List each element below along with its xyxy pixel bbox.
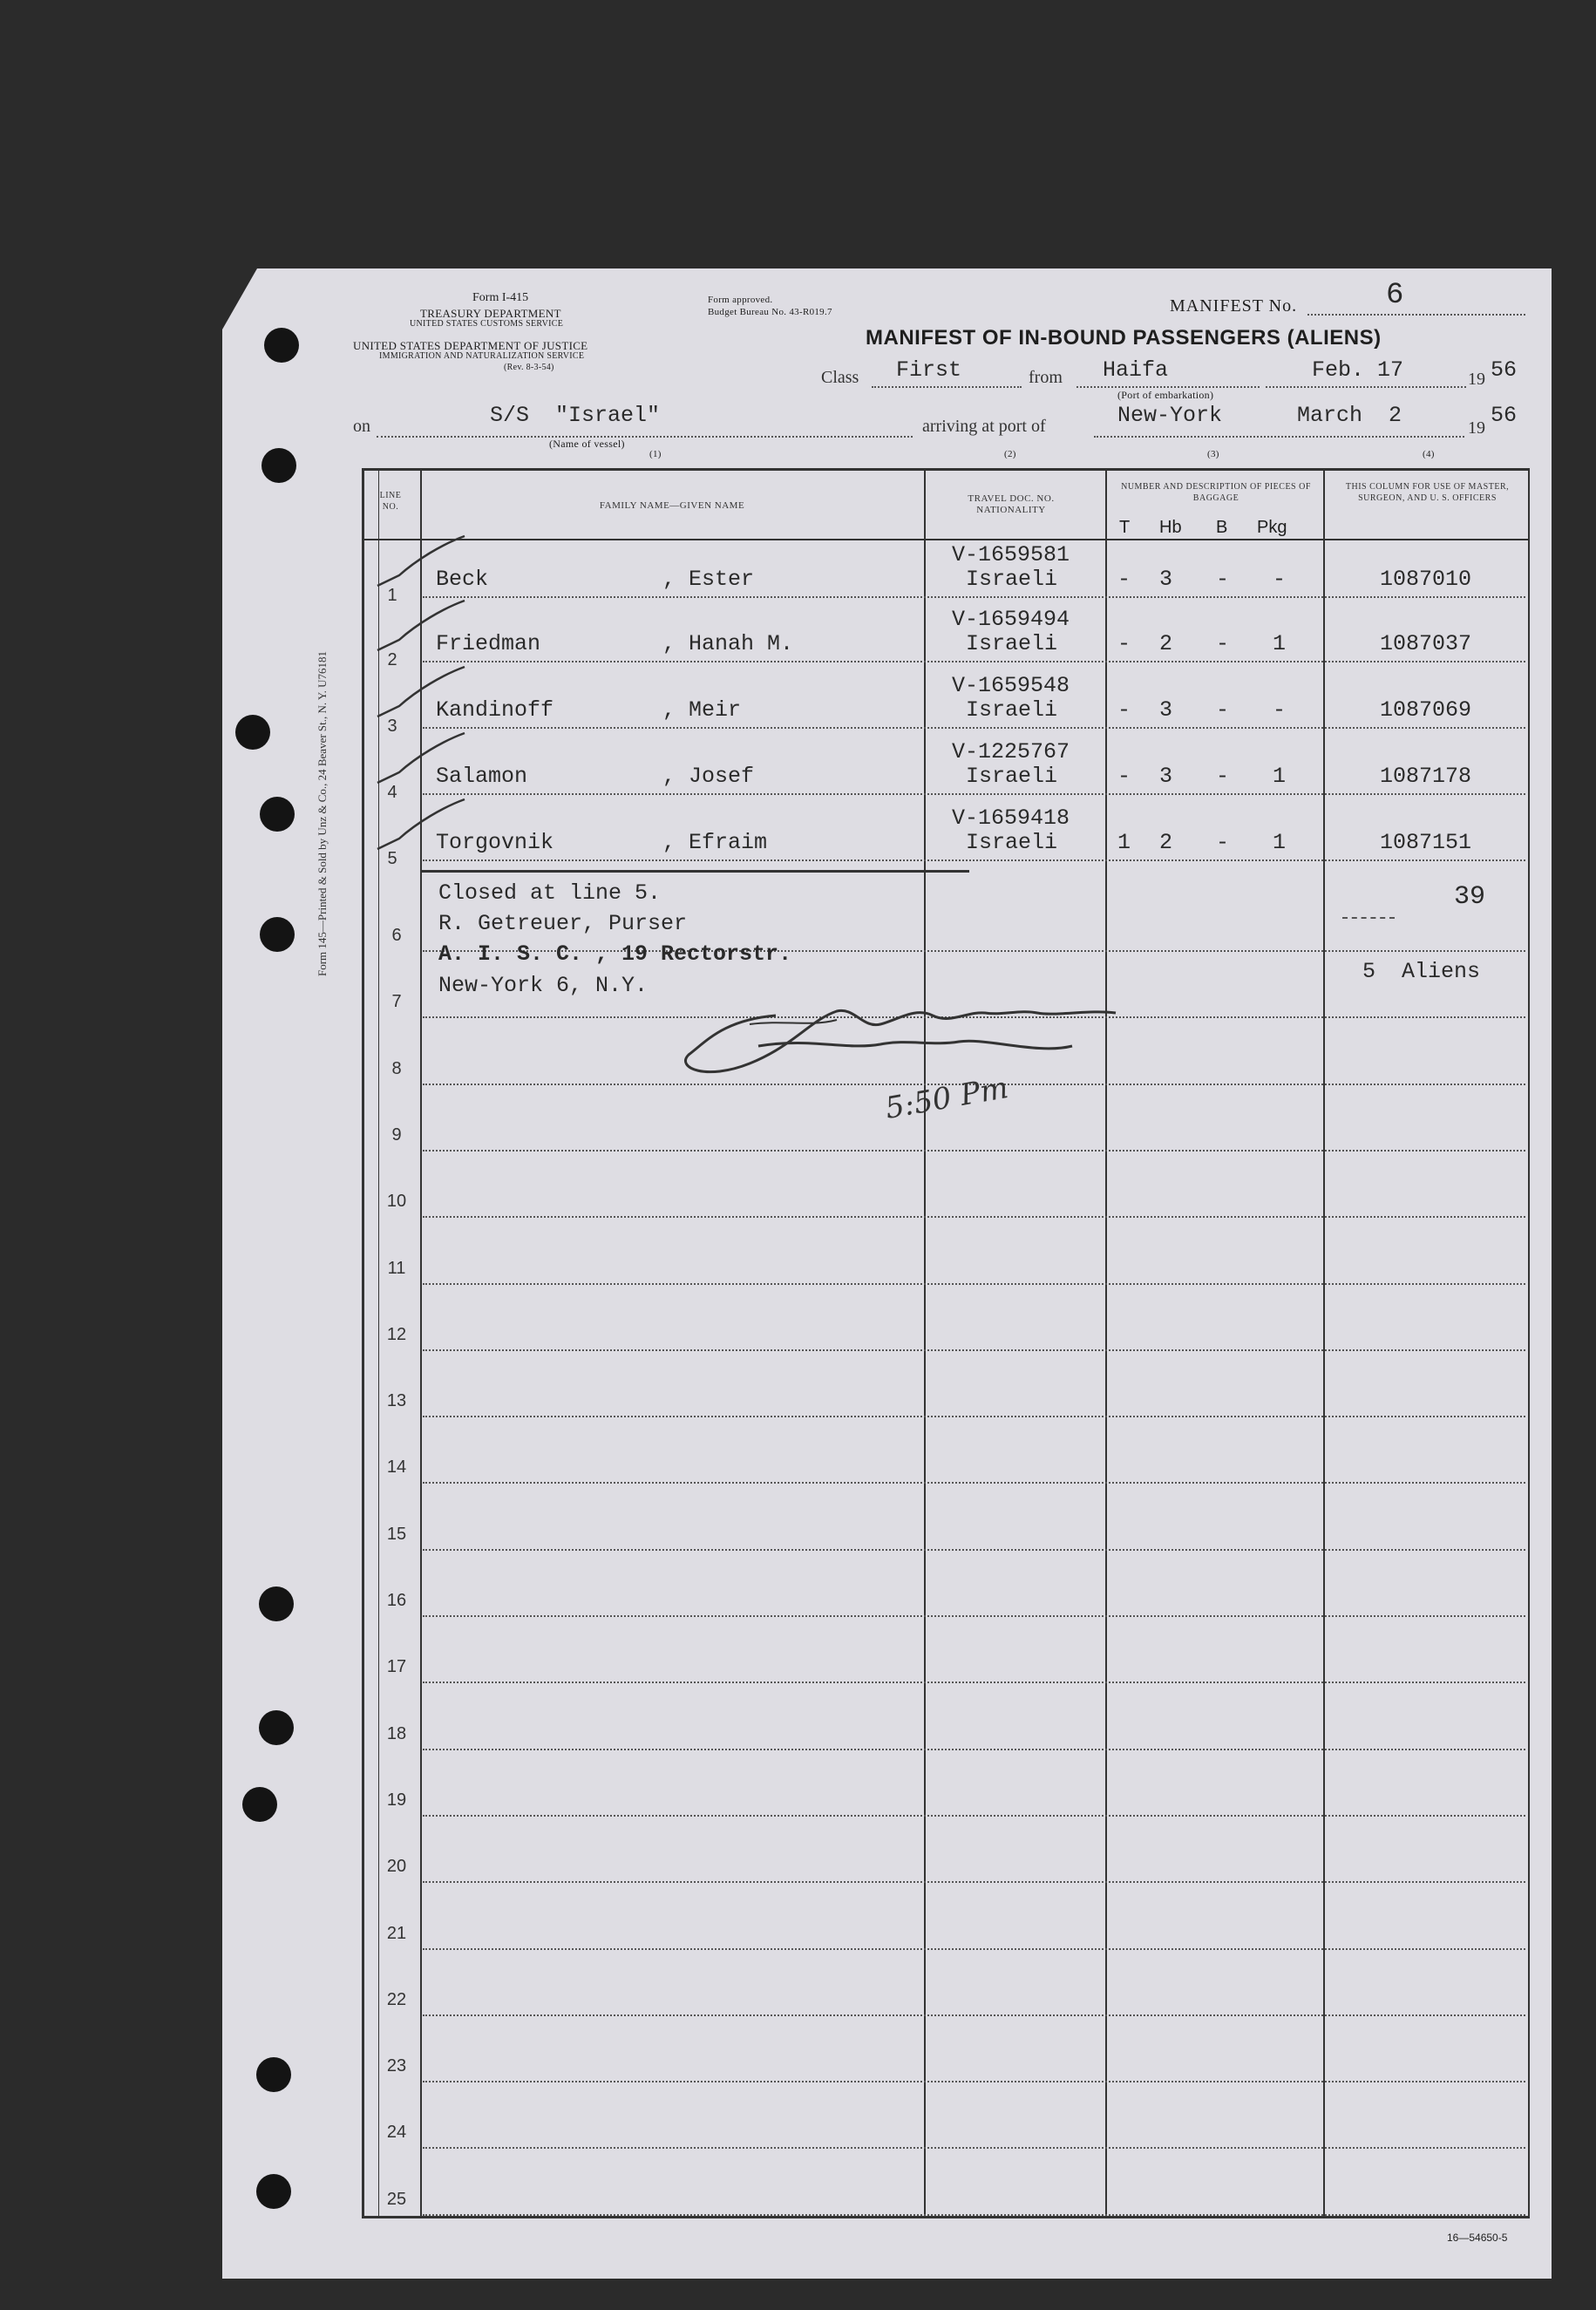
vessel-name: S/S "Israel" xyxy=(490,403,661,428)
travel-doc-number: V-1659548 xyxy=(952,673,1070,698)
line-rule xyxy=(423,2014,1525,2016)
departure-year: 56 xyxy=(1491,357,1518,383)
treasury-department: TREASURY DEPARTMENT xyxy=(420,307,561,320)
line-number: 23 xyxy=(386,2056,407,2076)
travel-doc-number: V-1659494 xyxy=(952,607,1070,632)
manifest-title: MANIFEST OF IN-BOUND PASSENGERS (ALIENS) xyxy=(866,326,1382,350)
baggage-sub-pkg: Pkg xyxy=(1257,518,1287,537)
officer-entry: 1087010 xyxy=(1380,567,1472,592)
line-rule xyxy=(423,1881,1525,1883)
line-rule xyxy=(423,1416,1525,1417)
check-mark xyxy=(373,797,469,858)
column-ref-3: (3) xyxy=(1207,449,1219,459)
baggage-b: - xyxy=(1216,764,1230,789)
row-line-number: 1 xyxy=(387,586,397,605)
baggage-hb: 3 xyxy=(1159,567,1173,592)
row-line-number: 4 xyxy=(387,783,397,802)
arrival-year: 56 xyxy=(1491,403,1518,428)
line-number: 7 xyxy=(391,992,402,1011)
departure-date: Feb. 17 xyxy=(1312,357,1404,383)
baggage-b: - xyxy=(1216,697,1230,723)
row-line-number: 2 xyxy=(387,650,397,669)
form-number: Form I-415 xyxy=(472,291,529,304)
line-number: 9 xyxy=(391,1125,402,1145)
printer-imprint: Form 145—Printed & Sold by Unz & Co., 24 Beaver St., N. Y. U76181 xyxy=(316,650,329,976)
revision-date: (Rev. 8-3-54) xyxy=(504,363,554,372)
line-number: 8 xyxy=(391,1059,402,1078)
baggage-b: - xyxy=(1216,567,1230,592)
port-embarkation-caption: (Port of embarkation) xyxy=(1117,389,1214,401)
line-rule xyxy=(423,1549,1525,1551)
line-number: 19 xyxy=(386,1790,407,1810)
binder-hole xyxy=(259,1710,294,1745)
closing-line-2: R. Getreuer, Purser xyxy=(438,911,688,936)
row-rule xyxy=(423,661,1525,662)
baggage-b: - xyxy=(1216,631,1230,656)
arrival-date: March 2 xyxy=(1297,403,1402,428)
row-rule xyxy=(423,859,1525,861)
class-label: Class xyxy=(821,368,859,387)
manifest-no-label: MANIFEST No. xyxy=(1170,296,1298,316)
line-number: 15 xyxy=(386,1525,407,1544)
family-name: Beck xyxy=(436,567,489,592)
given-name: , Meir xyxy=(662,697,742,723)
baggage-t: - xyxy=(1117,567,1131,592)
row-rule xyxy=(423,596,1525,598)
given-name: , Hanah M. xyxy=(662,631,794,656)
immigration-service: IMMIGRATION AND NATURALIZATION SERVICE xyxy=(379,351,585,361)
family-name: Torgovnik xyxy=(436,830,554,855)
budget-bureau: Budget Bureau No. 43-R019.7 xyxy=(708,307,832,317)
form-approved: Form approved. xyxy=(708,295,773,305)
check-mark xyxy=(373,664,469,725)
binder-hole xyxy=(264,328,299,363)
vessel-caption: (Name of vessel) xyxy=(549,438,625,450)
baggage-pkg: - xyxy=(1273,697,1287,723)
line-rule xyxy=(423,2147,1525,2149)
arrival-port: New-York xyxy=(1117,403,1223,428)
line-number: 6 xyxy=(391,926,402,945)
from-value: Haifa xyxy=(1103,357,1169,383)
binder-hole xyxy=(260,797,295,832)
line-number: 18 xyxy=(386,1724,407,1743)
line-number: 13 xyxy=(386,1391,407,1410)
line-rule xyxy=(423,1749,1525,1750)
closing-line-4: New-York 6, N.Y. xyxy=(438,973,649,998)
binder-hole xyxy=(235,715,270,750)
departure-year-prefix: 19 xyxy=(1468,370,1485,389)
line-number: 22 xyxy=(386,1990,407,2009)
baggage-sub-t: T xyxy=(1119,518,1131,537)
baggage-t: - xyxy=(1117,764,1131,789)
baggage-hb: 2 xyxy=(1159,631,1173,656)
line-rule xyxy=(423,1682,1525,1683)
line-rule xyxy=(423,1283,1525,1285)
binder-hole xyxy=(259,1586,294,1621)
line-number: 25 xyxy=(386,2190,407,2209)
manifest-no-value: 6 xyxy=(1386,279,1404,312)
binder-hole xyxy=(242,1787,277,1822)
line-rule xyxy=(423,1216,1525,1218)
binder-hole xyxy=(256,2057,291,2092)
line-rule xyxy=(423,2081,1525,2082)
baggage-hb: 2 xyxy=(1159,830,1173,855)
header-line-no: LINE NO. xyxy=(379,491,402,512)
line-rule xyxy=(423,1815,1525,1817)
header-officers: THIS COLUMN FOR USE OF MASTER, SURGEON, AND U. S. OFFICERS xyxy=(1345,482,1510,503)
line-rule xyxy=(423,1150,1525,1152)
baggage-sub-b: B xyxy=(1216,518,1228,537)
line-number: 24 xyxy=(386,2123,407,2142)
nationality: Israeli xyxy=(966,697,1058,723)
header-baggage: NUMBER AND DESCRIPTION OF PIECES OF BAGGAGE xyxy=(1121,482,1311,503)
travel-doc-number: V-1225767 xyxy=(952,739,1070,764)
line-number: 12 xyxy=(386,1325,407,1344)
travel-doc-number: V-1659418 xyxy=(952,805,1070,831)
officer-entry: 1087037 xyxy=(1380,631,1472,656)
line-number: 21 xyxy=(386,1924,407,1943)
on-label: on xyxy=(353,417,370,436)
closing-line-3: A. I. S. C. , 19 Rectorstr. xyxy=(438,941,792,967)
line-rule xyxy=(423,1482,1525,1484)
line-rule xyxy=(423,1948,1525,1950)
baggage-t: - xyxy=(1117,697,1131,723)
check-mark xyxy=(373,598,469,659)
line-rule xyxy=(423,1349,1525,1351)
baggage-hb: 3 xyxy=(1159,764,1173,789)
closing-line-1: Closed at line 5. xyxy=(438,880,662,906)
customs-service: UNITED STATES CUSTOMS SERVICE xyxy=(410,319,564,329)
baggage-t: 1 xyxy=(1117,830,1131,855)
binder-hole xyxy=(256,2174,291,2209)
officer-entry: 1087151 xyxy=(1380,830,1472,855)
nationality: Israeli xyxy=(966,567,1058,592)
handwritten-time: 5:50 Pm xyxy=(882,1070,1011,1127)
column-ref-1: (1) xyxy=(649,449,662,459)
nationality: Israeli xyxy=(966,830,1058,855)
baggage-hb: 3 xyxy=(1159,697,1173,723)
travel-doc-number: V-1659581 xyxy=(952,542,1070,567)
row-rule xyxy=(423,793,1525,795)
header-name: FAMILY NAME—GIVEN NAME xyxy=(599,500,745,511)
check-mark xyxy=(373,730,469,792)
class-value: First xyxy=(896,357,962,383)
line-number: 11 xyxy=(387,1259,406,1278)
arrival-year-prefix: 19 xyxy=(1468,418,1485,438)
family-name: Friedman xyxy=(436,631,541,656)
row-line-number: 5 xyxy=(387,849,397,868)
baggage-pkg: 1 xyxy=(1273,764,1287,789)
baggage-pkg: - xyxy=(1273,567,1287,592)
header-travel-doc: TRAVEL DOC. NO. NATIONALITY xyxy=(968,493,1055,515)
line-number: 14 xyxy=(386,1457,407,1477)
row-line-number: 3 xyxy=(387,717,397,736)
officer-entry: 1087178 xyxy=(1380,764,1472,789)
binder-hole xyxy=(260,917,295,952)
family-name: Kandinoff xyxy=(436,697,554,723)
nationality: Israeli xyxy=(966,764,1058,789)
check-mark xyxy=(373,533,469,594)
column-ref-4: (4) xyxy=(1423,449,1435,459)
department-of-justice: UNITED STATES DEPARTMENT OF JUSTICE xyxy=(353,339,588,352)
nationality: Israeli xyxy=(966,631,1058,656)
aliens-total: 5 Aliens xyxy=(1362,959,1481,984)
baggage-sub-hb: Hb xyxy=(1159,518,1182,537)
row-rule xyxy=(423,727,1525,729)
from-label: from xyxy=(1029,368,1063,387)
baggage-t: - xyxy=(1117,631,1131,656)
family-name: Salamon xyxy=(436,764,528,789)
line-number: 20 xyxy=(386,1857,407,1876)
line-rule xyxy=(423,2214,1525,2216)
line-number: 17 xyxy=(386,1657,407,1676)
column-ref-2: (2) xyxy=(1004,449,1016,459)
given-name: , Josef xyxy=(662,764,755,789)
line-number: 16 xyxy=(386,1591,407,1610)
given-name: , Efraim xyxy=(662,830,768,855)
baggage-pkg: 1 xyxy=(1273,830,1287,855)
officer-entry: 1087069 xyxy=(1380,697,1472,723)
baggage-pkg: 1 xyxy=(1273,631,1287,656)
arriving-label: arriving at port of xyxy=(922,417,1046,436)
given-name: , Ester xyxy=(662,567,755,592)
footer-code: 16—54650-5 xyxy=(1447,2232,1508,2244)
line-number: 10 xyxy=(386,1192,407,1211)
total-baggage: 39 xyxy=(1454,882,1486,912)
binder-hole xyxy=(261,448,296,483)
line-rule xyxy=(423,1615,1525,1617)
baggage-b: - xyxy=(1216,830,1230,855)
